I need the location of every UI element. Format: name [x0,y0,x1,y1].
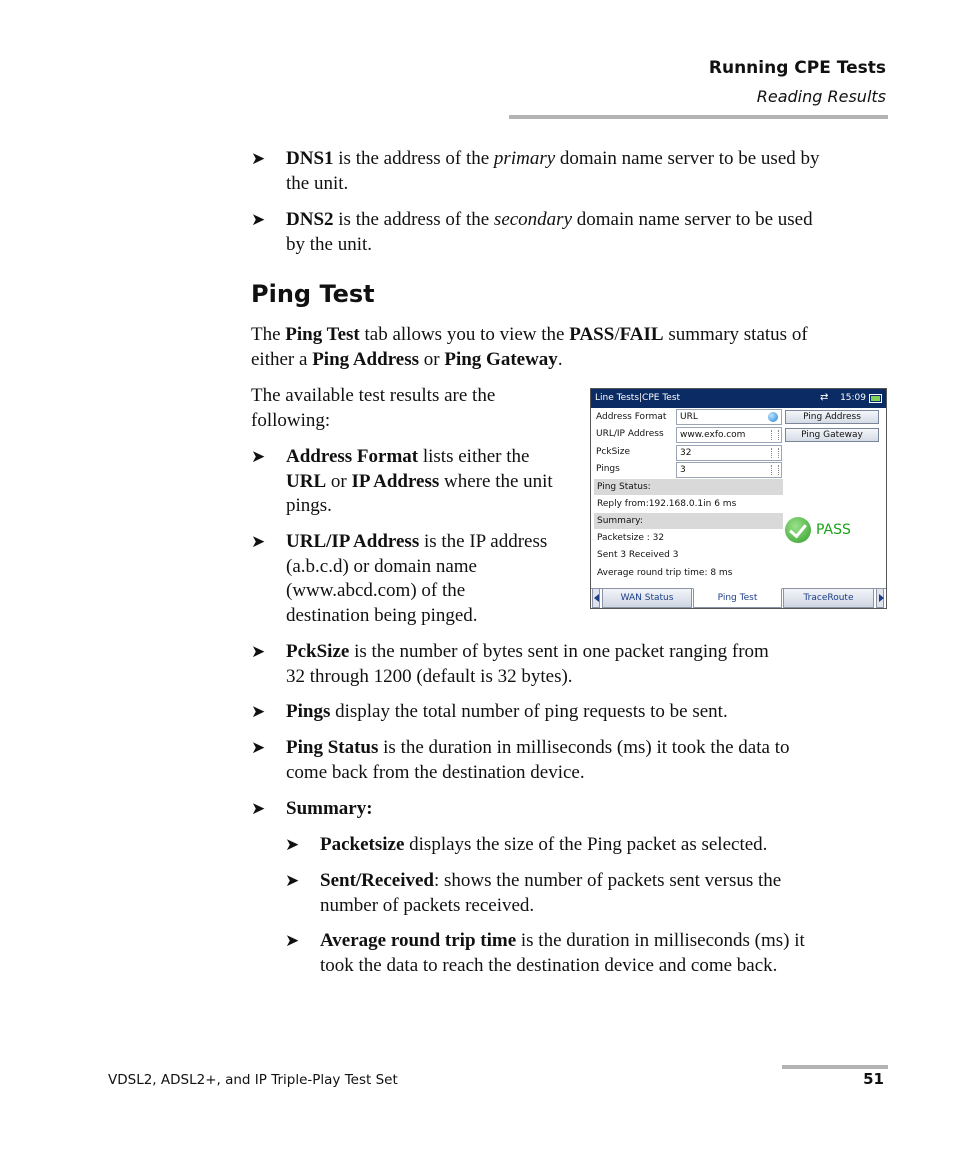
sent-received-sub-bullet: Sent/Received: shows the number of packets sent versus the number of packets received. [320,870,782,916]
ping-intro-paragraph: The Ping Test tab allows you to view the PASS/FAIL summary status of either a Ping Address or Ping Gateway. [251,324,808,370]
url-ip-address-field[interactable]: www.exfo.com [676,427,782,443]
tab-scroll-right-icon[interactable] [876,588,884,608]
address-format-field[interactable]: URL [676,409,782,425]
device-clock: 15:09 [840,393,866,403]
sent-received-row: Sent 3 Received 3 [597,550,679,560]
reply-from-row: Reply from:192.168.0.1in 6 ms [597,499,737,509]
running-header-chapter: Running CPE Tests [708,58,886,78]
pass-status-text: PASS [816,522,851,538]
bullet-arrow-icon: ➤ [251,210,266,230]
footer-rule [782,1065,888,1069]
battery-icon [869,394,882,403]
keyboard-icon [771,465,779,475]
bullet-arrow-icon: ➤ [251,642,266,662]
section-heading-ping-test: Ping Test [251,280,375,308]
pcksize-label: PckSize [596,447,631,457]
summary-bullet: Summary: [286,798,373,819]
sub-bullet-arrow-icon: ➤ [285,931,300,951]
running-header-section: Reading Results [756,87,886,106]
url-ip-address-label: URL/IP Address [596,429,664,439]
dns2-term: DNS2 [286,209,334,230]
bullet-arrow-icon: ➤ [251,702,266,722]
dns1-bullet: DNS1 is the address of the primary domain name server to be used by the unit. [286,148,820,194]
address-format-bullet: Address Format lists either the URL or IP Address where the unit pings. [286,446,553,516]
sub-bullet-arrow-icon: ➤ [285,835,300,855]
address-format-label: Address Format [596,412,667,422]
sync-arrows-icon: ⇄ [820,392,829,403]
ping-status-row: Ping Status: [594,479,783,495]
url-ip-address-bullet: URL/IP Address is the IP address (a.b.c.d) or domain name (www.abcd.com) of the destination being pinged. [286,531,548,626]
pings-field[interactable]: 3 [676,462,782,478]
dns2-bullet: DNS2 is the address of the secondary domain name server to be used by the unit. [286,209,813,255]
ping-status-bullet: Ping Status is the duration in milliseconds (ms) it took the data to come back from the destination device. [286,737,790,783]
bullet-arrow-icon: ➤ [251,149,266,169]
header-rule [509,115,888,119]
tab-ping-test[interactable]: Ping Test [693,588,782,608]
cpe-test-device-screenshot [590,388,887,609]
globe-icon [768,412,778,422]
keyboard-icon [771,448,779,458]
bullet-arrow-icon: ➤ [251,447,266,467]
bullet-arrow-icon: ➤ [251,532,266,552]
pings-bullet: Pings display the total number of ping requests to be sent. [286,701,728,722]
bullet-arrow-icon: ➤ [251,738,266,758]
avg-rtt-sub-bullet: Average round trip time is the duration in milliseconds (ms) it took the data to reach the destination device and come back. [320,930,805,976]
tab-traceroute[interactable]: TraceRoute [783,588,874,608]
page-number: 51 [863,1070,884,1088]
tab-wan-status[interactable]: WAN Status [602,588,692,608]
available-results-paragraph: The available test results are the following: [251,385,496,431]
ping-address-button[interactable]: Ping Address [785,410,879,424]
pcksize-field[interactable]: 32 [676,445,782,461]
pings-label: Pings [596,464,620,474]
pcksize-bullet: PckSize is the number of bytes sent in one packet ranging from 32 through 1200 (default is 32 bytes). [286,641,769,687]
avg-rtt-row: Average round trip time: 8 ms [597,568,733,578]
bullet-arrow-icon: ➤ [251,799,266,819]
pass-check-icon [785,517,811,543]
packetsize-row: Packetsize : 32 [597,533,665,543]
footer-product-name: VDSL2, ADSL2+, and IP Triple-Play Test Set [108,1072,398,1088]
packetsize-sub-bullet: Packetsize displays the size of the Ping packet as selected. [320,834,768,855]
keyboard-icon [771,430,779,440]
summary-row: Summary: [594,513,783,529]
sub-bullet-arrow-icon: ➤ [285,871,300,891]
dns1-term: DNS1 [286,148,334,169]
ping-gateway-button[interactable]: Ping Gateway [785,428,879,442]
device-title: Line Tests|CPE Test [595,393,681,403]
tab-scroll-left-icon[interactable] [592,588,600,608]
